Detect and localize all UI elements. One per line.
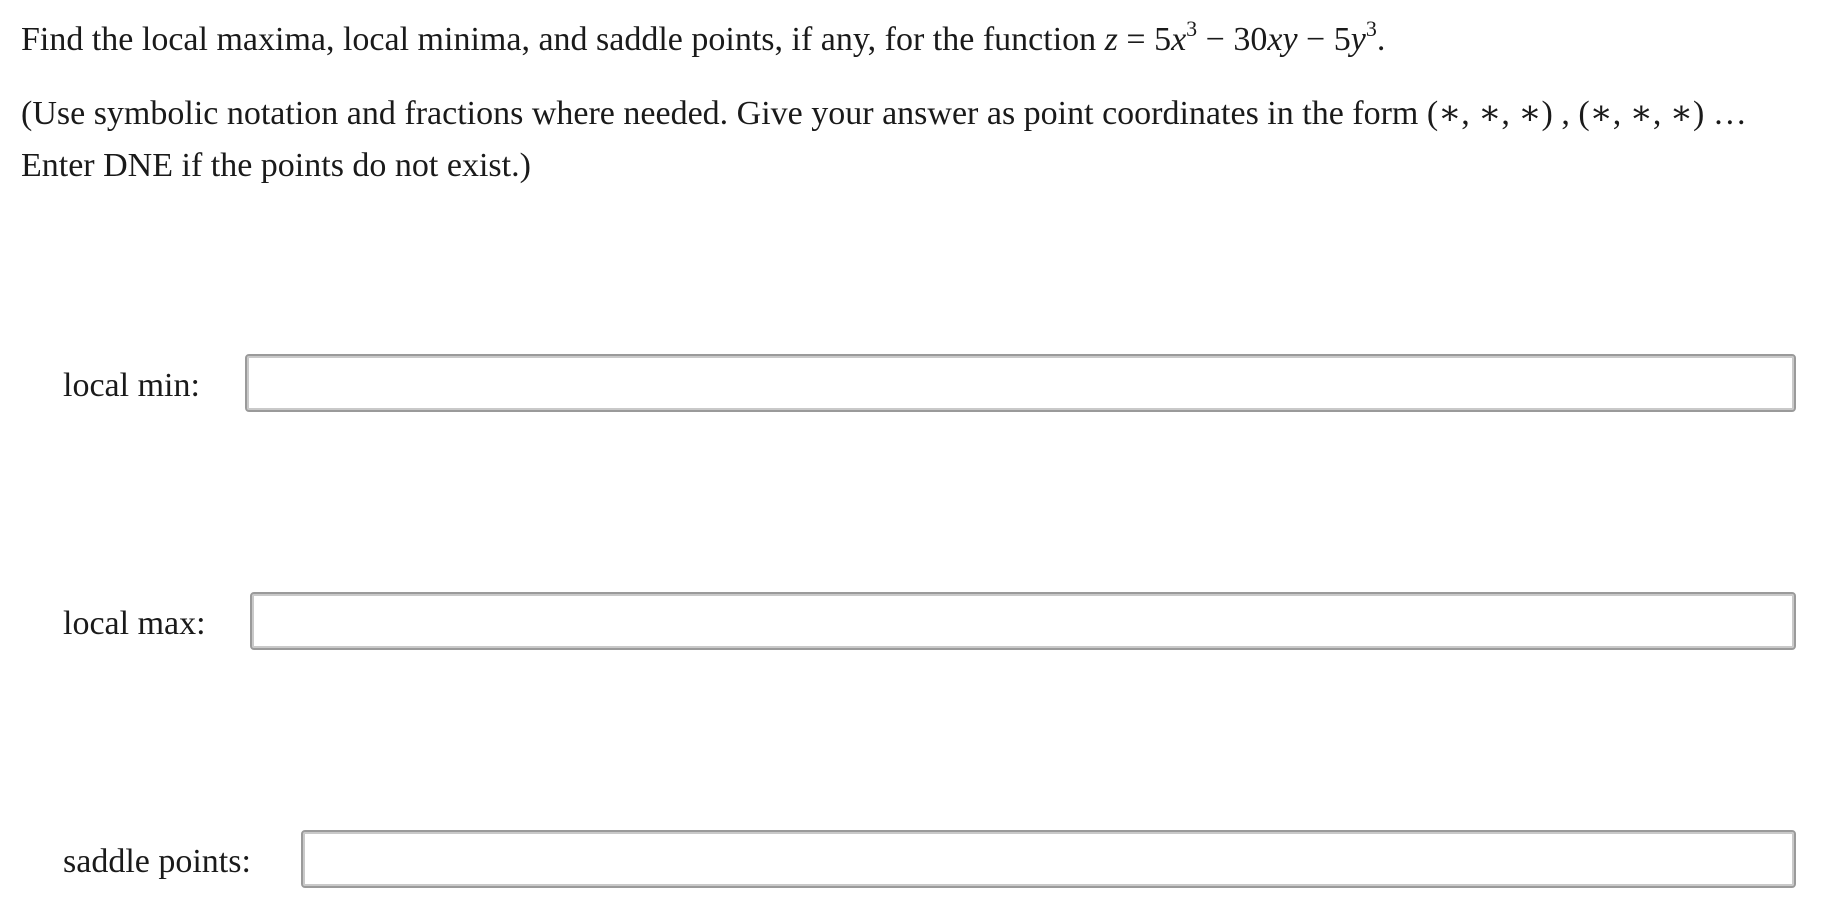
question-text [21,14,1821,66]
instructions-line-2: Enter DNE if the points do not exist.) [21,147,531,184]
local-min-input[interactable] [245,354,1796,412]
saddle-points-label: saddle points: [63,843,251,880]
local-max-label: local max: [63,605,206,642]
question-prompt: Find the local maxima, local minima, and saddle points, if any, for the function [21,21,1097,58]
math-eq: = 5 [1117,21,1172,58]
math-term-30: − 30 [1197,21,1268,58]
math-x: x [1171,21,1187,58]
instructions-line-1: (Use symbolic notation and fractions where needed. Give your answer as point coordinates in the form (∗, ∗, ∗) , (∗, ∗, ∗) … [21,95,1747,132]
saddle-points-input[interactable] [301,830,1796,888]
math-z: z [1104,21,1118,58]
math-xy: xy [1267,21,1298,58]
function-expression [1104,15,1386,58]
math-period: . [1376,21,1386,58]
local-min-row [0,354,1842,420]
math-exponent-y: 3 [1365,15,1377,41]
local-max-input[interactable] [250,592,1796,650]
problem-statement [21,14,1821,192]
saddle-points-row [0,830,1842,896]
math-y: y [1350,21,1366,58]
local-max-row [0,592,1842,658]
math-exponent-x: 3 [1186,15,1198,41]
instructions [21,88,1821,192]
math-term-5: − 5 [1297,21,1351,58]
local-min-label: local min: [63,367,200,404]
